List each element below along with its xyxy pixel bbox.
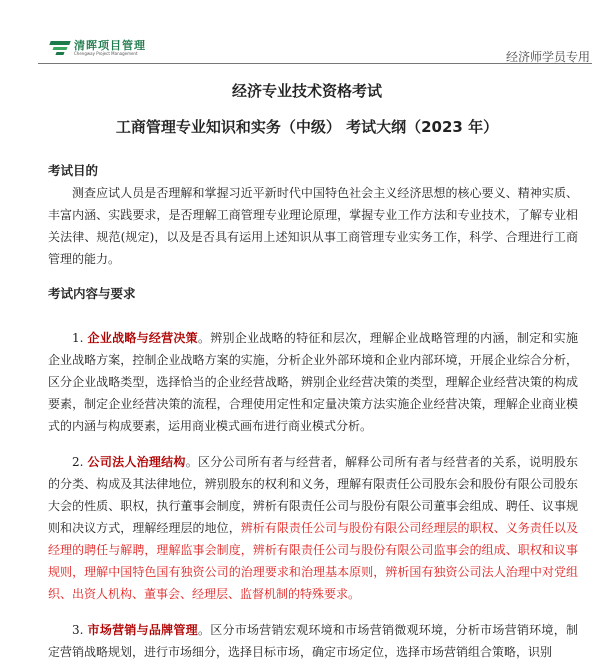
content-item-2 <box>48 451 578 605</box>
document-subtitle: 工商管理专业知识和实务（中级） 考试大纲（2023 年） <box>115 118 499 136</box>
item-keyword: 市场营销与品牌管理 <box>87 623 198 637</box>
document-title: 经济专业技术资格考试 <box>231 82 382 100</box>
content-item-1 <box>48 327 578 437</box>
header-note: 经济师学员专用 <box>505 50 590 64</box>
item-number: 3. <box>72 623 84 637</box>
section-heading-purpose: 考试目的 <box>48 163 99 178</box>
company-logo <box>50 40 146 56</box>
item-keyword: 公司法人治理结构 <box>87 455 186 469</box>
content-item-3 <box>48 619 578 663</box>
item-number: 1. <box>72 331 84 345</box>
item-keyword: 企业战略与经营决策 <box>87 331 198 345</box>
logo-name-cn: 清晖项目管理 <box>74 39 146 52</box>
purpose-paragraph: 测查应试人员是否理解和掌握习近平新时代中国特色社会主义经济思想的核心要义、精神实质、丰富内涵、实践要求，是否理解工商管理专业理论原理，掌握专业工作方法和专业技术，了解专业相关法律、规范(规定)，以及是否具有运用上述知识从事工商管理专业实务工作，科学、合理进行工商管理的能力。 <box>48 186 578 266</box>
logo-name-en: Chengway Project Management <box>74 51 138 56</box>
document-body <box>48 160 578 663</box>
item-text: 。区分公司所有者与经营者，解释公司所有者与经营者的关系，说明股东的分类、构成及其法律地位，辨别股东的权利和义务，理解有限责任公司股东会和股份有限公司股东大会的性质、职权，执行董事会制度，辨析有限责任公司与股份有限公司董事会组成、聘任、议事规则和决议方式，理解经理层的地位， <box>48 455 578 535</box>
item-text: 。辨别企业战略的特征和层次，理解企业战略管理的内涵，制定和实施企业战略方案，控制企业战略方案的实施，分析企业外部环境和企业内部环境，开展企业综合分析，区分企业战略类型，选择恰当的企业经营战略，辨别企业经营决策的类型，理解企业经营决策的构成要素，制定企业经营决策的流程，合理使用定性和定量决策方法实施企业经营决策，理解企业商业模式的内涵与构成要素，运用商业模式画布进行商业模式分析。 <box>48 331 578 433</box>
item-text: 。区分市场营销宏观环境和市场营销微观环境，分析市场营销环境，制定营销战略规划，进行市场细分，选择目标市场，确定市场定位，选择市场营销组合策略，识别 <box>48 623 578 659</box>
item-text-highlighted: 辨析有限责任公司与股份有限公司经理层的职权、义务责任以及经理的聘任与解聘，理解监事会制度，辨析有限责任公司与股份有限公司监事会的组成、职权和议事规则，理解中国特色国有独资公司的治理要求和治理基本原则，辨析国有独资公司法人治理中对党组织、出资人机构、董事会、经理层、监督机制的特殊要求。 <box>48 521 578 601</box>
section-heading-content: 考试内容与要求 <box>48 286 136 301</box>
header-divider <box>38 63 592 64</box>
item-number: 2. <box>72 455 84 469</box>
logo-mark-icon <box>50 41 70 55</box>
page-header <box>0 0 614 66</box>
